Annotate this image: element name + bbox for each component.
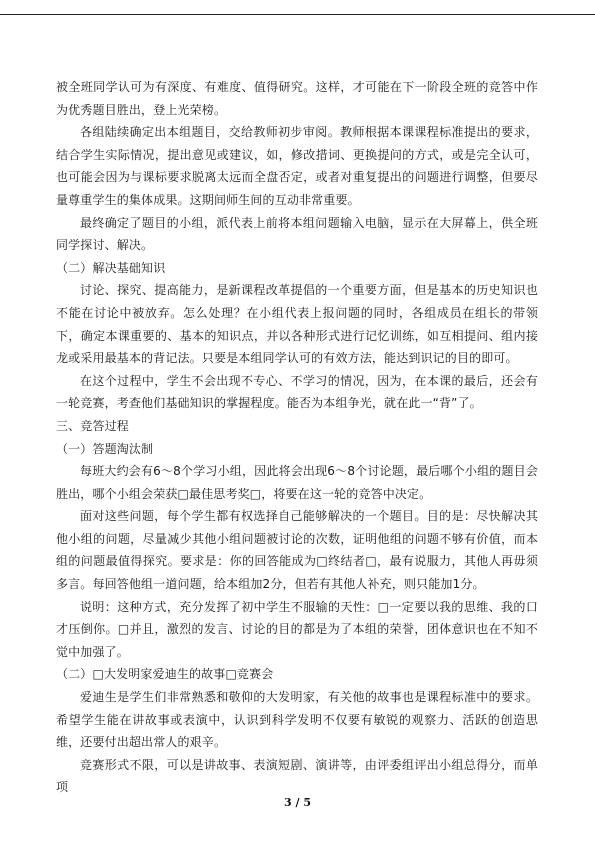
subheading-basic-knowledge: （二）解决基础知识 [56, 260, 166, 275]
paragraph-review: 各组陆续确定出本组题目，交给教师初步审阅。教师根据本课课程标准提出的要求，结合学生实际情况，提出意见或建议，如，修改措词、更换提问的方式，或是完全认可，也可能会因为与课标要求脱离太远而全盘否定，或者对重复提出的问题进行调整，但要尽量尊重学生的集体成果。这期间师生间的互动非常重要。 [56, 125, 538, 207]
body-text [56, 76, 538, 799]
paragraph-groups: 每班大约会有6～8个学习小组，因此将会出现6～8个讨论题，最后哪个小组的题目会胜出，哪个小组会荣获□最佳思考奖□，将要在这一轮的竞答中决定。 [56, 464, 538, 501]
paragraph-basic-knowledge: 讨论、探究、提高能力，是新课程改革提倡的一个重要方面，但是基本的历史知识也不能在讨论中被放弃。怎么处理？在小组代表上报问题的同时，各组成员在组长的带领下，确定本课重要的、基本的知识点，并以各种形式进行记忆训练，如互相提问、组内接龙或采用最基本的背记法。只要是本组同学认可的有效方法，能达到识记的目的即可。 [56, 283, 538, 366]
header-rule [0, 14, 595, 15]
paragraph-explanation: 说明：这种方式，充分发挥了初中学生不服输的天性：□一定要以我的思维、我的口才压倒你。□并且，激烈的发言、讨论的目的都是为了本组的荣誉，团体意识也在不知不觉中加强了。 [56, 599, 538, 659]
paragraph-rules: 面对这些问题，每个学生都有权选择自己能够解决的一个题目。目的是：尽快解决其他小组的问题，尽量减少其他小组问题被讨论的次数，证明他组的问题不够有价值，而本组的问题最值得探究。要求是：你的回答能成为□终结者□，最有说服力，其他人再毋须多言。每回答他组一道问题，给本组加2分，但若有其他人补充，则只能加1分。 [56, 509, 538, 592]
page-number: 3 / 5 [284, 796, 311, 809]
paragraph-format: 竞赛形式不限，可以是讲故事、表演短剧、演讲等，由评委组评出小组总得分，而单项 [56, 757, 538, 795]
paragraph-competition-note: 在这个过程中，学生不会出现不专心、不学习的情况，因为，在本课的最后，还会有一轮竞赛，考查他们基础知识的掌握程度。能否为本组争光，就在此一“背”了。 [56, 373, 538, 411]
paragraph-continuation: 被全班同学认可为有深度、有难度、值得研究。这样，才可能在下一阶段全班的竞答中作为优秀题目胜出，登上光荣榜。 [56, 80, 538, 117]
subheading-edison: （二）□大发明家爱迪生的故事□竞赛会 [56, 667, 274, 682]
paragraph-finalize: 最终确定了题目的小组，派代表上前将本组问题输入电脑，显示在大屏幕上，供全班同学探讨、解决。 [56, 215, 538, 253]
subheading-elimination: （一）答题淘汰制 [56, 441, 154, 456]
section-heading-contest: 三、竞答过程 [56, 418, 129, 433]
paragraph-edison: 爱迪生是学生们非常熟悉和敬仰的大发明家，有关他的故事也是课程标准中的要求。希望学生能在讲故事或表演中，认识到科学发明不仅要有敏锐的观察力、活跃的创造思维，还要付出超出常人的艰辛。 [56, 690, 538, 750]
